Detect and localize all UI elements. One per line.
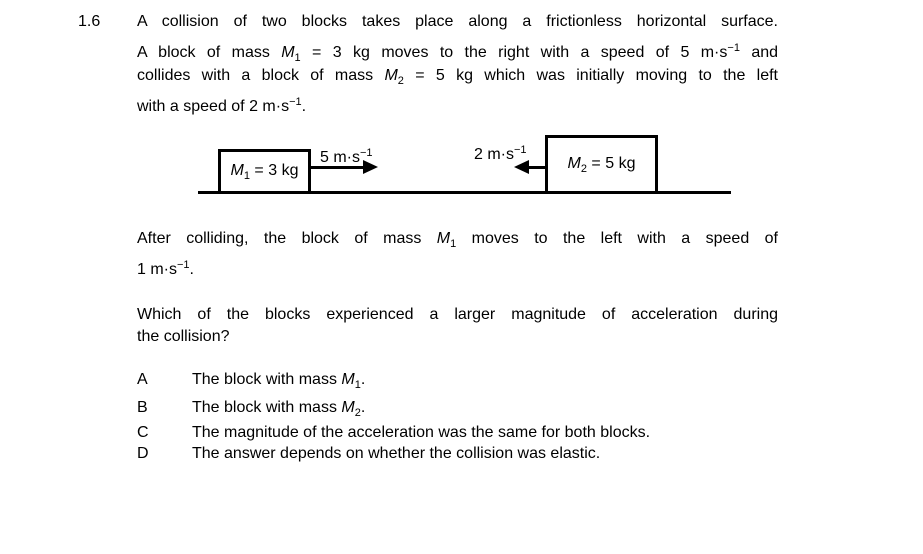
- mass-subscript: 2: [354, 407, 361, 419]
- mass-symbol: M: [341, 371, 355, 388]
- text-segment: .: [360, 399, 366, 416]
- exponent: −1: [289, 96, 302, 108]
- mass-symbol: M: [436, 230, 451, 247]
- mass-symbol: M: [341, 399, 355, 416]
- text-segment: .: [189, 261, 194, 278]
- exponent: −1: [177, 259, 190, 271]
- option-text: [192, 399, 366, 419]
- option-text: [192, 371, 366, 391]
- after-collision-paragraph: [137, 225, 778, 279]
- text-segment: with a speed of 2 m·s: [137, 98, 290, 115]
- option-letter: C: [137, 424, 149, 441]
- option-a: [137, 369, 817, 390]
- question-number: 1.6: [78, 13, 101, 30]
- block-m2: [545, 135, 658, 194]
- mass-subscript: 1: [243, 169, 250, 182]
- mass-subscript: 1: [450, 238, 457, 250]
- text-segment: .: [301, 98, 307, 115]
- text-segment: The magnitude of the acceleration was the same for both blocks.: [192, 424, 651, 441]
- intro-paragraph: [137, 8, 778, 116]
- option-text: [192, 424, 650, 441]
- intro-line-1: [137, 8, 778, 35]
- option-letter: B: [137, 399, 148, 416]
- mass-symbol: M: [384, 67, 398, 84]
- text-segment: 5 m·s: [320, 149, 360, 166]
- mass-subscript: 2: [397, 75, 404, 87]
- option-b: [137, 397, 817, 418]
- mass-subscript: 1: [354, 379, 361, 391]
- exponent: −1: [727, 42, 740, 54]
- text-segment: = 5 kg: [586, 154, 636, 172]
- text-segment: = 3 kg moves to the right with a speed of 5 m·s: [300, 44, 728, 61]
- m2-speed-label: [474, 140, 527, 163]
- option-c: [137, 422, 817, 443]
- mass-subscript: 1: [294, 52, 301, 64]
- option-text: [192, 445, 600, 462]
- text-segment: = 3 kg: [249, 161, 299, 179]
- text-segment: 1 m·s: [137, 261, 177, 278]
- after-line-1: [137, 225, 778, 252]
- prompt-line-2: the collision?: [137, 328, 230, 345]
- exponent: −1: [514, 144, 527, 156]
- option-letter: A: [137, 371, 148, 388]
- mass-symbol: M: [281, 44, 295, 61]
- mass-subscript: 2: [580, 162, 587, 175]
- text-segment: The answer depends on whether the collision was elastic.: [192, 445, 601, 462]
- mass-symbol: M: [230, 161, 244, 179]
- prompt-line-1: Which of the blocks experienced a larger magnitude of acceleration during: [137, 306, 778, 323]
- block-m1: [218, 149, 311, 194]
- option-letter: D: [137, 445, 149, 462]
- intro-line-3: [137, 62, 778, 89]
- exponent: −1: [360, 147, 373, 159]
- text-segment: and: [739, 44, 779, 61]
- text-segment: moves to the left with a speed of: [456, 230, 778, 247]
- after-line-2: [137, 252, 778, 279]
- m2-arrowhead-left-icon: [514, 160, 529, 174]
- text-segment: collides with a block of mass: [137, 67, 385, 84]
- intro-line-2: [137, 35, 778, 62]
- m1-velocity-arrow-shaft: [311, 166, 363, 169]
- text-segment: A block of mass: [137, 44, 282, 61]
- m1-speed-label: [320, 143, 373, 166]
- block-m2-label: [568, 155, 636, 175]
- text-segment: .: [360, 371, 366, 388]
- text-segment: = 5 kg which was initially moving to the left: [403, 67, 778, 84]
- text-segment: The block with mass: [192, 399, 342, 416]
- block-m1-label: [231, 162, 299, 182]
- text-segment: After colliding, the block of mass: [137, 230, 437, 247]
- text-segment: The block with mass: [192, 371, 342, 388]
- m2-velocity-arrow-shaft: [529, 166, 546, 169]
- option-d: [137, 443, 817, 464]
- text-segment: 2 m·s: [474, 146, 514, 163]
- question-prompt: [137, 304, 778, 348]
- mass-symbol: M: [567, 154, 581, 172]
- text-segment: A collision of two blocks takes place along a frictionless horizontal surface.: [137, 13, 778, 30]
- intro-line-4: [137, 89, 778, 116]
